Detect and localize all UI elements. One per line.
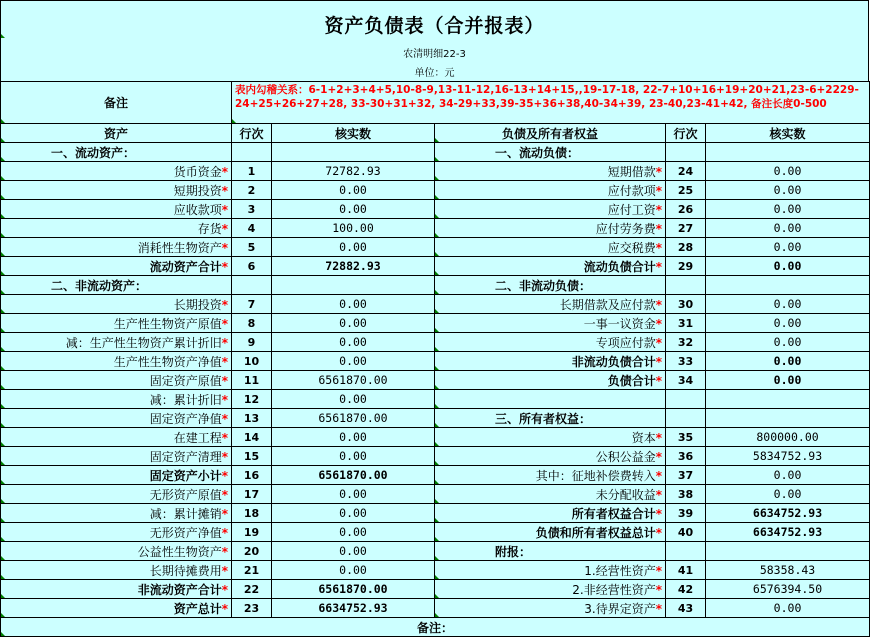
required-mark-icon: * [655,316,662,331]
liability-row-no: 34 [666,371,706,390]
liability-row-no: 31 [666,314,706,333]
header-liabilities: 负债及所有者权益 [435,124,666,143]
liability-label: 二、非流动负债： [495,278,592,293]
check-note[interactable]: 表内勾稽关系：6-1+2+3+4+5,10-8-9,13-11-12,16-13+14+15,,19-17-18, 22-7+10+16+19+20+21,23-6+2229-24+25+26+27+28, 33-30+31+32, 34-29+33,39-35+36+38,40-34+39, 23-40,23-41+42, 备注长度0-500 [232,82,870,124]
liability-row-no: 30 [666,295,706,314]
asset-label: 减：累计摊销 [149,506,222,521]
asset-label-cell [1,542,232,561]
liability-label-cell [435,466,666,485]
liability-amount-input[interactable]: 5834752.93 [706,447,870,466]
liability-label-cell [435,257,666,276]
table-row [1,143,870,162]
liability-row-no: 29 [666,257,706,276]
required-mark-icon: * [655,259,662,274]
liability-label-cell [435,485,666,504]
liability-amount-input[interactable]: 800000.00 [706,428,870,447]
liability-row-no [666,409,706,428]
required-mark-icon: * [221,297,228,312]
asset-label-cell [1,390,232,409]
liability-label: 一、流动负债： [495,145,580,160]
asset-label-cell [1,580,232,599]
liability-amount-input [706,409,870,428]
table-row [1,409,870,428]
table-row [1,561,870,580]
liability-label: 一事一议资金 [583,316,656,331]
required-mark-icon: * [655,430,662,445]
liability-amount-input[interactable]: 6634752.93 [706,504,870,523]
liability-amount-input [706,143,870,162]
liability-label-cell [435,599,666,618]
asset-label: 减：生产性生物资产累计折旧 [65,335,222,350]
liability-row-no: 38 [666,485,706,504]
liability-row-no: 36 [666,447,706,466]
asset-row-no: 17 [232,485,272,504]
asset-amount-input[interactable]: 0.00 [272,561,435,580]
liability-row-no: 24 [666,162,706,181]
liability-amount-input[interactable]: 0.00 [706,200,870,219]
required-mark-icon: * [221,202,228,217]
required-mark-icon: * [221,544,228,559]
asset-amount-input[interactable]: 0.00 [272,200,435,219]
asset-amount-input[interactable]: 0.00 [272,542,435,561]
header-row-no: 行次 [232,124,272,143]
footer-note[interactable]: 备注： [1,618,870,637]
asset-label-cell [1,504,232,523]
required-mark-icon: * [655,525,662,540]
asset-label-cell [1,523,232,542]
required-mark-icon: * [221,164,228,179]
liability-amount-input[interactable]: 6634752.93 [706,523,870,542]
table-row [1,599,870,618]
table-row [1,485,870,504]
asset-label: 固定资产小计 [149,468,222,483]
required-mark-icon: * [221,316,228,331]
asset-label: 无形资产原值 [149,487,222,502]
asset-row-no: 8 [232,314,272,333]
asset-label-cell [1,447,232,466]
liability-label-cell [435,200,666,219]
required-mark-icon: * [655,601,662,616]
liability-amount-input[interactable]: 0.00 [706,238,870,257]
table-row [1,580,870,599]
asset-amount-input[interactable]: 6561870.00 [272,466,435,485]
liability-row-no: 40 [666,523,706,542]
table-row [1,238,870,257]
asset-row-no: 4 [232,219,272,238]
required-mark-icon: * [655,506,662,521]
asset-row-no: 15 [232,447,272,466]
asset-label: 生产性生物资产净值 [113,354,222,369]
liability-amount-input[interactable]: 0.00 [706,599,870,618]
asset-label-cell [1,295,232,314]
asset-amount-input[interactable]: 6561870.00 [272,580,435,599]
liability-label: 短期借款 [607,164,656,179]
liability-label-cell [435,390,666,409]
required-mark-icon: * [655,240,662,255]
liability-row-no [666,276,706,295]
liability-label-cell [435,447,666,466]
asset-label: 消耗性生物资产 [137,240,222,255]
liability-label-cell [435,162,666,181]
asset-amount-input[interactable]: 0.00 [272,390,435,409]
header-amount: 核实数 [272,124,435,143]
asset-row-no: 20 [232,542,272,561]
liability-label-cell [435,276,666,295]
asset-label: 无形资产净值 [149,525,222,540]
asset-label: 流动资产合计 [149,259,222,274]
asset-amount-input [272,276,435,295]
required-mark-icon: * [655,582,662,597]
required-mark-icon: * [221,468,228,483]
asset-row-no: 5 [232,238,272,257]
liability-label-cell [435,333,666,352]
asset-label: 存货 [197,221,222,236]
asset-amount-input[interactable]: 100.00 [272,219,435,238]
asset-amount-input[interactable]: 6561870.00 [272,409,435,428]
liability-label-cell [435,181,666,200]
table-row [1,504,870,523]
asset-label-cell [1,428,232,447]
asset-row-no [232,143,272,162]
asset-label: 资产总计 [173,601,222,616]
asset-amount-input[interactable]: 0.00 [272,523,435,542]
liability-label-cell [435,219,666,238]
liability-row-no: 27 [666,219,706,238]
liability-label-cell [435,238,666,257]
required-mark-icon: * [655,221,662,236]
liability-label: 应付款项 [607,183,656,198]
table-row [1,352,870,371]
asset-amount-input[interactable]: 6561870.00 [272,371,435,390]
table-row [1,162,870,181]
asset-row-no: 3 [232,200,272,219]
table-row [1,200,870,219]
asset-row-no: 2 [232,181,272,200]
required-mark-icon: * [221,411,228,426]
liability-label: 应交税费 [607,240,656,255]
asset-amount-input[interactable]: 0.00 [272,485,435,504]
note-label: 备注 [1,82,232,124]
asset-label: 非流动资产合计 [137,582,222,597]
liability-row-no [666,143,706,162]
liability-amount-input [706,542,870,561]
liability-amount-input[interactable]: 0.00 [706,352,870,371]
required-mark-icon: * [221,563,228,578]
liability-label-cell [435,523,666,542]
asset-label-cell [1,257,232,276]
liability-row-no: 28 [666,238,706,257]
required-mark-icon: * [221,183,228,198]
asset-amount-input[interactable]: 6634752.93 [272,599,435,618]
liability-label: 应付劳务费 [595,221,656,236]
liability-row-no: 32 [666,333,706,352]
note-row [1,82,870,124]
report-code: 农清明细22-3 [403,49,466,60]
required-mark-icon: * [655,449,662,464]
column-header-row [1,124,870,143]
liability-label: 长期借款及应付款 [559,297,656,312]
required-mark-icon: * [221,506,228,521]
required-mark-icon: * [655,373,662,388]
liability-row-no: 43 [666,599,706,618]
asset-label: 长期投资 [173,297,222,312]
table-row [1,219,870,238]
required-mark-icon: * [655,335,662,350]
required-mark-icon: * [221,582,228,597]
asset-label-cell [1,276,232,295]
required-mark-icon: * [221,392,228,407]
liability-label: 应付工资 [607,202,656,217]
table-row [1,257,870,276]
liability-amount-input [706,390,870,409]
liability-row-no [666,542,706,561]
liability-label: 附报： [495,544,532,559]
asset-label: 固定资产净值 [149,411,222,426]
liability-label-cell [435,143,666,162]
asset-amount-input[interactable]: 0.00 [272,504,435,523]
liability-label: 三、所有者权益： [495,411,592,426]
asset-label-cell [1,238,232,257]
footer-row [1,618,870,637]
required-mark-icon: * [655,354,662,369]
required-mark-icon: * [221,449,228,464]
liability-label: 1.经营性资产 [584,563,656,578]
liability-label-cell [435,542,666,561]
liability-label: 3.待界定资产 [584,601,656,616]
liability-amount-input[interactable]: 6576394.50 [706,580,870,599]
asset-amount-input[interactable]: 72882.93 [272,257,435,276]
asset-label: 应收款项 [173,202,222,217]
asset-row-no: 12 [232,390,272,409]
liability-label-cell [435,580,666,599]
table-row [1,466,870,485]
table-row [1,523,870,542]
asset-label: 固定资产清理 [149,449,222,464]
table-row [1,295,870,314]
asset-amount-input [272,143,435,162]
asset-label: 一、流动资产： [51,145,136,160]
report-unit: 单位：元 [414,68,455,79]
liability-amount-input [706,276,870,295]
required-mark-icon: * [221,259,228,274]
asset-label-cell [1,143,232,162]
liability-label-cell [435,314,666,333]
liability-label: 公积公益金 [595,449,656,464]
asset-amount-input[interactable]: 0.00 [272,447,435,466]
liability-amount-input[interactable]: 0.00 [706,485,870,504]
asset-row-no: 19 [232,523,272,542]
asset-label-cell [1,200,232,219]
required-mark-icon: * [221,335,228,350]
table-row [1,428,870,447]
asset-amount-input[interactable]: 0.00 [272,295,435,314]
balance-table [0,81,870,637]
table-row [1,333,870,352]
asset-label-cell [1,352,232,371]
liability-row-no: 39 [666,504,706,523]
liability-amount-input[interactable]: 0.00 [706,466,870,485]
asset-amount-input[interactable]: 0.00 [272,333,435,352]
liability-label-cell [435,428,666,447]
asset-row-no: 18 [232,504,272,523]
liability-label: 资本 [631,430,656,445]
asset-label-cell [1,314,232,333]
asset-label: 固定资产原值 [149,373,222,388]
liability-row-no: 41 [666,561,706,580]
asset-row-no: 6 [232,257,272,276]
liability-row-no: 25 [666,181,706,200]
asset-row-no: 16 [232,466,272,485]
liability-amount-input[interactable]: 0.00 [706,314,870,333]
asset-label-cell [1,599,232,618]
liability-amount-input[interactable]: 58358.43 [706,561,870,580]
asset-label-cell [1,333,232,352]
asset-label: 公益性生物资产 [137,544,222,559]
liability-label: 未分配收益 [595,487,656,502]
liability-row-no: 26 [666,200,706,219]
asset-label-cell [1,561,232,580]
header-row-no-2: 行次 [666,124,706,143]
asset-label: 在建工程 [173,430,222,445]
required-mark-icon: * [655,297,662,312]
asset-label-cell [1,485,232,504]
liability-amount-input[interactable]: 0.00 [706,371,870,390]
table-row [1,276,870,295]
required-mark-icon: * [655,468,662,483]
liability-label-cell [435,504,666,523]
required-mark-icon: * [221,373,228,388]
required-mark-icon: * [655,202,662,217]
asset-amount-input[interactable]: 0.00 [272,238,435,257]
report-title: 资产负债表（合并报表） [1,11,868,38]
required-mark-icon: * [655,183,662,198]
liability-label: 负债和所有者权益总计 [535,525,656,540]
asset-row-no: 21 [232,561,272,580]
liability-label: 负债合计 [607,373,656,388]
asset-row-no: 14 [232,428,272,447]
asset-row-no: 11 [232,371,272,390]
asset-label: 减：累计折旧 [149,392,222,407]
liability-label-cell [435,295,666,314]
asset-row-no [232,276,272,295]
liability-label: 其中：征地补偿费转入 [535,468,656,483]
asset-row-no: 13 [232,409,272,428]
asset-label: 货币资金 [173,164,222,179]
table-row [1,390,870,409]
liability-label-cell [435,561,666,580]
table-row [1,314,870,333]
asset-amount-input[interactable]: 72782.93 [272,162,435,181]
asset-label-cell [1,466,232,485]
asset-amount-input[interactable]: 0.00 [272,428,435,447]
asset-row-no: 23 [232,599,272,618]
table-row [1,371,870,390]
liability-row-no: 33 [666,352,706,371]
required-mark-icon: * [221,487,228,502]
asset-label-cell [1,219,232,238]
required-mark-icon: * [221,354,228,369]
liability-label: 流动负债合计 [583,259,656,274]
liability-label-cell [435,371,666,390]
required-mark-icon: * [655,164,662,179]
liability-amount-input[interactable]: 0.00 [706,257,870,276]
table-row [1,181,870,200]
asset-label: 生产性生物资产原值 [113,316,222,331]
asset-amount-input[interactable]: 0.00 [272,314,435,333]
required-mark-icon: * [221,221,228,236]
liability-label: 非流动负债合计 [571,354,656,369]
header-amount-2: 核实数 [706,124,870,143]
required-mark-icon: * [655,487,662,502]
asset-row-no: 22 [232,580,272,599]
liability-label: 2.非经营性资产 [572,582,656,597]
liability-label-cell [435,409,666,428]
liability-row-no [666,390,706,409]
liability-amount-input[interactable]: 0.00 [706,162,870,181]
liability-amount-input[interactable]: 0.00 [706,219,870,238]
asset-label: 二、非流动资产： [51,278,148,293]
asset-label: 短期投资 [173,183,222,198]
report-header [0,0,869,81]
table-row [1,542,870,561]
liability-row-no: 42 [666,580,706,599]
liability-amount-input[interactable]: 0.00 [706,181,870,200]
required-mark-icon: * [221,430,228,445]
liability-label: 专项应付款 [595,335,656,350]
liability-label: 所有者权益合计 [571,506,656,521]
asset-label-cell [1,371,232,390]
asset-amount-input[interactable]: 0.00 [272,352,435,371]
asset-label-cell [1,162,232,181]
liability-label-cell [435,352,666,371]
required-mark-icon: * [221,525,228,540]
asset-amount-input[interactable]: 0.00 [272,181,435,200]
liability-amount-input[interactable]: 0.00 [706,333,870,352]
header-asset: 资产 [1,124,232,143]
liability-row-no: 35 [666,428,706,447]
asset-label-cell [1,181,232,200]
asset-row-no: 9 [232,333,272,352]
asset-row-no: 7 [232,295,272,314]
required-mark-icon: * [655,563,662,578]
asset-label: 长期待摊费用 [149,563,222,578]
required-mark-icon: * [221,601,228,616]
asset-row-no: 10 [232,352,272,371]
asset-row-no: 1 [232,162,272,181]
table-row [1,447,870,466]
required-mark-icon: * [221,240,228,255]
liability-amount-input[interactable]: 0.00 [706,295,870,314]
liability-row-no: 37 [666,466,706,485]
asset-label-cell [1,409,232,428]
